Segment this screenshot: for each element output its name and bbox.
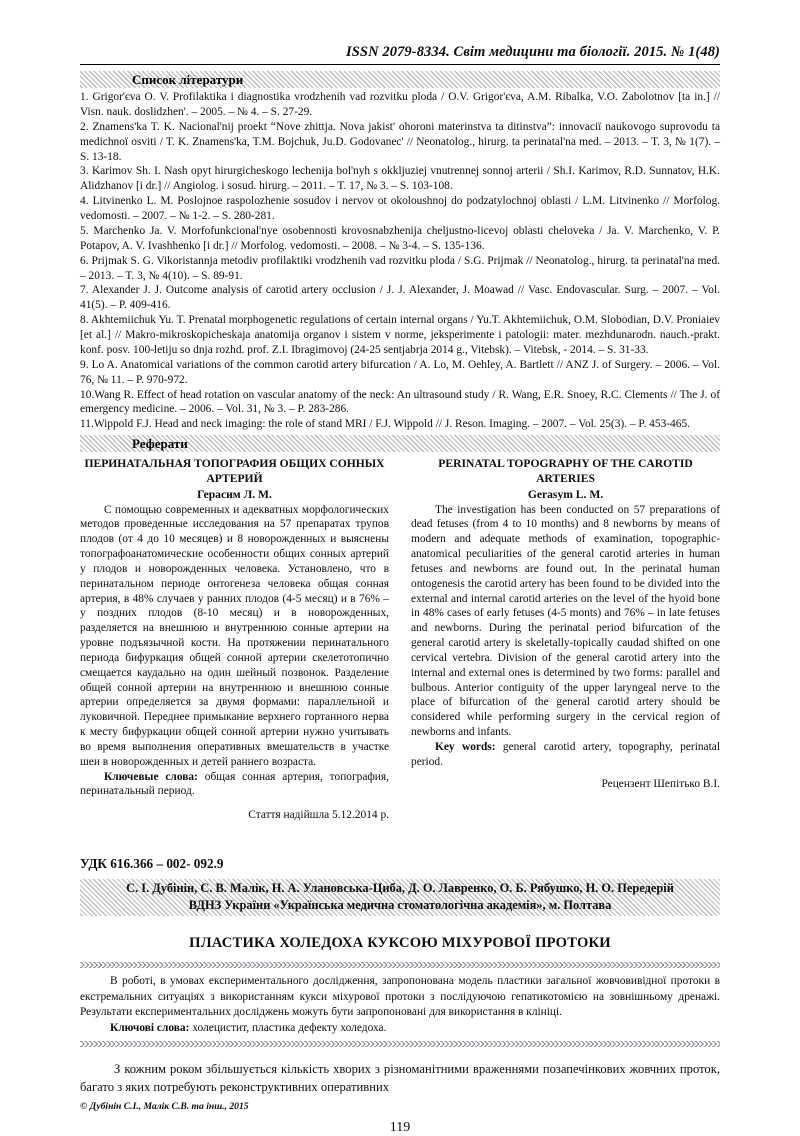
article-body-paragraph: З кожним роком збільшується кількість хворих з різноманітними враженнями позапечінкових жовчних проток, багато з яких потребують реконструктивних оперативних [80,1062,720,1094]
header-rule [80,64,720,65]
reference-item: 1. Grigor'єva O. V. Profilaktika i diagnostika vrodzhenih vad rozvitku ploda / O.V. Grigor'єva, A.M. Ribalka, V.O. Zabolotnov [ta in.] // Visn. nauk. doslidzhen'. – 2005. – № 4. – S. 27-29. [80,91,720,118]
article-body [80,1061,720,1097]
running-head: ISSN 2079-8334. Світ медицини та біології. 2015. № 1(48) [346,44,720,60]
summary-bottom-border [80,1041,720,1047]
article-keywords-text: холецистит, пластика дефекту холедоха. [192,1021,387,1034]
abstract-keywords-text-ru: общая сонная артерия, топография, перинатальный период. [80,770,389,798]
abstract-keywords-text-en: general carotid artery, topography, perinatal period. [411,740,720,768]
reference-item: 2. Znamens'ka T. K. Nacional'nij proekt “Nove zhittja. Nova jakist' ohoroni materinstva ta ditinstva”: innovaciї naukovogo suprovodu ta medichnoї osviti / T. K. Znamens'ka, T.M. Bojchuk, Ju.D. Godovanec' // Neonatolog., hirurg. ta perinatal'na med. – 2013. – T. 3, № 1(7). – S. 13-18. [80,120,720,163]
article-affiliation: ВДНЗ України «Українська медична стоматологічна академія», м. Полтава [188,898,612,913]
reference-list [80,90,720,432]
udc-code: УДК 616.366 – 002- 092.9 [80,856,224,872]
reference-item: 9. Lo A. Anatomical variations of the common carotid artery bifurcation / A. Lo, M. Oehley, A. Bartlett // ANZ J. of Surgery. – 2006. – Vol. 76, № 11. – P. 970-972. [80,358,720,386]
article-keywords-label: Ключові слова: [110,1021,190,1034]
abstract-body-ru: С помощью современных и адекватных морфологических методов проведенные исследования на 57 препаратах трупов плодов (от 4 до 10 месяцев) и 8 новорожденных и выяснены топографоанатомические особенности общих сонных артерий у плодов и новорожденных человека. Установлено, что в перинатальном периоде онтогенеза человека общая сонная артерия, в 48% случаев у ранних плодов (4-5 месяц) и в 76% – у поздних плодов (8-10 месяц) и в новорожденных, разделяется на внешнюю и внутреннюю сонные артерии на уровне подъязычной кости. На протяжении перинатального периода бифуркация общей сонной артерии скелетотопично смещается каудально на один шейный позвонок. Разделение общей сонной артерии на внутреннюю и внешнюю сонные артерии определяется за двумя формами: параллельной и луковичной. Переднее примыкание верхнего гортанного нерва к месту бифуркации общей сонной артерии нужно учитывать во время выполнения оперативных вмешательств в участке шеи в новорожденных и детей раннего возраста. [80,503,389,768]
reference-item: 5. Marchenko Ja. V. Morfofunkcional'nye osobennosti krovosnabzhenija cheljustno-licevoj oblasti cheloveka / Ja. V. Marchenko, V. P. Potapov, A. V. Ivashhenko [i dr.] // Morfolog. vedomosti. – 2008. – № 3-4. – S. 135-136. [80,224,720,252]
abstracts-band-label: Реферати [132,436,188,452]
abstracts-columns [80,457,720,834]
abstracts-section-band [80,435,720,452]
summary-top-border [80,962,720,968]
article-authors-band [80,879,720,916]
reference-item: 10.Wang R. Effect of head rotation on vascular anatomy of the neck: An ultrasound study / R. Wang, E.R. Snoey, R.C. Clements // The J. of emergency medicine. – 2006. – Vol. 31, № 3. – P. 283-286. [80,388,720,416]
abstract-english [411,457,720,834]
reference-item: 8. Akhtemiichuk Yu. T. Prenatal morphogenetic regulations of certain internal organs / Yu.T. Akhtemiichuk, O.M. Slobodian, D.V. Proniaiev [et al.] // Makro-mikroskopicheskaja anatomija organov i sistem v norme, jeksperimente i patologii: mater. mezhdunarodn. nauch.-prakt. konf. posv. 100-letiju so dnja rozhd. prof. Z.I. Ibragimovoj (24-25 sentjabrja 2014 g., Vitebsk). – Vitebsk, - 2014. – S. 31-33. [80,314,720,356]
page-number: 119 [389,1119,411,1135]
abstract-keywords-label-ru: Ключевые слова: [104,770,198,783]
article-authors: С. І. Дубінін, С. В. Малік, Н. А. Улановська-Циба, Д. О. Лавренко, О. Б. Рябушко, Н. О. Передерій [126,881,674,896]
abstract-footnote-ru: Стаття надійшла 5.12.2014 р. [248,809,389,822]
article-keywords [80,1021,720,1036]
abstract-title-ru: ПЕРИНАТАЛЬНАЯ ТОПОГРАФИЯ ОБЩИХ СОННЫХ АРТЕРИЙ [84,457,385,485]
copyright-notice: © Дубінін С.І., Малік С.В. та інш., 2015 [80,1100,249,1112]
abstract-keywords-ru [80,770,389,800]
article-summary [80,968,720,1041]
reference-item: 4. Litvinenko L. M. Poslojnoe raspolozhenie sosudov i nervov ot okoloushnoj do podzatylochnoj oblasti / L.M. Litvinenko // Morfolog. vedomosti. – 2007. – № 1-2. – S. 280-281. [80,195,720,222]
abstract-title-en: PERINATAL TOPOGRAPHY OF THE CAROTID ARTERIES [438,457,693,485]
abstract-keywords-en [411,740,720,770]
references-band-label: Список літератури [132,72,244,87]
reference-item: 7. Alexander J. J. Outcome analysis of carotid artery occlusion / J. J. Alexander, J. Moawad // Vasc. Endovascular. Surg. – 2007. – Vol. 41(5). – P. 409-416. [80,284,720,312]
abstract-footnote-en: Рецензент Шепітько В.І. [601,777,720,790]
abstract-body-en: The investigation has been conducted on 57 preparations of dead fetuses (from 4 to 10 months) and 8 newborns by means of modern and adequate methods of examination, topographic-anatomical peculiarities of the general carotid arteries in human fetuses and newborns are found out. In the perinatal human ontogenesis the carotid artery has been found to be divided into the external and internal carotid arteries on the level of the hyoid bone in 48% cases of early fetuses (4-5 monts) and 76% – in late fetuses and newborns. During the perinatal period bifurcation of the general carotid artery is skeletally-topically caudad shifted on one cervical vertebra. Division of the general carotid artery into the internal and external ones is determined by two forms: parallel and bulbous. Anterior contiguity of the upper laryngeal nerve to the place of bifurcation of the general carotid artery should be considered while performing surgery in the cervical region of newborns and infants. [411,503,720,739]
reference-item: 11.Wippold F.J. Head and neck imaging: the role of stand MRI / F.J. Wippold // J. Reson. Imaging. – 2007. – Vol. 25(3). – P. 453-465. [80,418,690,431]
abstract-author-ru: Герасим Л. М. [197,487,272,501]
abstract-russian [80,457,389,834]
abstract-author-en: Gerasym L. M. [527,487,604,501]
reference-item: 3. Karimov Sh. I. Nash opyt hirurgicheskogo lechenija bol'nyh s okkljuziej vnutrennej sonnoj arterii / Sh.I. Karimov, R.D. Sunnatov, H.K. Alidzhanov [i dr.] // Angiolog. i sosud. hirurg. – 2011. – T. 17, № 3. – S. 103-108. [80,165,720,193]
abstract-keywords-label-en: Key words: [435,740,496,753]
reference-item: 6. Prijmak S. G. Vikoristannja metodiv profilaktiki vrodzhenih vad rozvitku ploda / S.G. Prijmak // Neonatolog., hirurg. ta perinatal'na med. – 2013. – T. 3, № 4(10). – S. 89-91. [80,254,720,282]
article-title: ПЛАСТИКА ХОЛЕДОХА КУКСОЮ МІХУРОВОЇ ПРОТОКИ [189,935,611,952]
article-summary-text: В роботі, в умовах експериментального дослідження, запропонована модель пластики загальної жовчовивідної протоки в екстремальних ситуаціях з використанням кукси міхурової протоки з послідуючою гепатикотомією на зовнішньому дренажі. Результати експериментальних досліджень можуть бути запропоновані для використання в клініці. [80,975,720,1018]
references-section-band [80,71,720,88]
